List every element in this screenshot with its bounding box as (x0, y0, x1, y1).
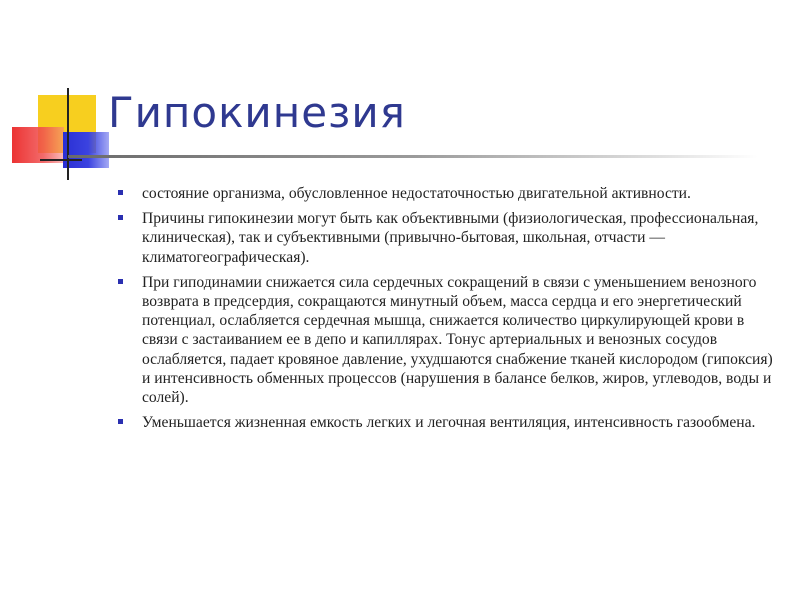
bullet-item (118, 209, 778, 267)
bullet-item (118, 413, 778, 432)
decor-blue-square (63, 132, 109, 168)
square-bullet-icon (118, 190, 123, 195)
square-bullet-icon (118, 419, 123, 424)
decor-red-square (12, 127, 64, 163)
bullet-text: Причины гипокинезии могут быть как объективными (физиологическая, профессиональная, клиническая), так и субъективными (привычно-бытовая, школьная, отчасти — климатогеографическая). (142, 210, 759, 266)
square-bullet-icon (118, 215, 123, 220)
square-bullet-icon (118, 279, 123, 284)
bullet-text: При гиподинамии снижается сила сердечных сокращений в связи с уменьшением венозного возврата в предсердия, сокращаются минутный объем, масса сердца и его энергетический потенциал, ослабляется сердечная мышца, снижается количество циркулирующей крови в связи с застаиванием ее в депо и капиллярах. Тонус артериальных и венозных сосудов ослабляется, падает кровяное давление, ухудшаются снабжение тканей кислородом (гипоксия) и интенсивность обменных процессов (нарушения в балансе белков, жиров, углеводов, воды и солей). (142, 273, 773, 407)
bullet-list (118, 184, 778, 438)
bullet-item (118, 184, 778, 203)
decor-vertical-line (67, 88, 69, 180)
bullet-text: состояние организма, обусловленное недостаточностью двигательной активности. (142, 185, 691, 202)
bullet-text: Уменьшается жизненная емкость легких и легочная вентиляция, интенсивность газообмена. (142, 414, 756, 432)
bullet-item (118, 273, 778, 407)
title-divider (68, 155, 758, 158)
slide-title: Гипокинезия (108, 88, 406, 137)
decor-horizontal-line (40, 159, 82, 161)
